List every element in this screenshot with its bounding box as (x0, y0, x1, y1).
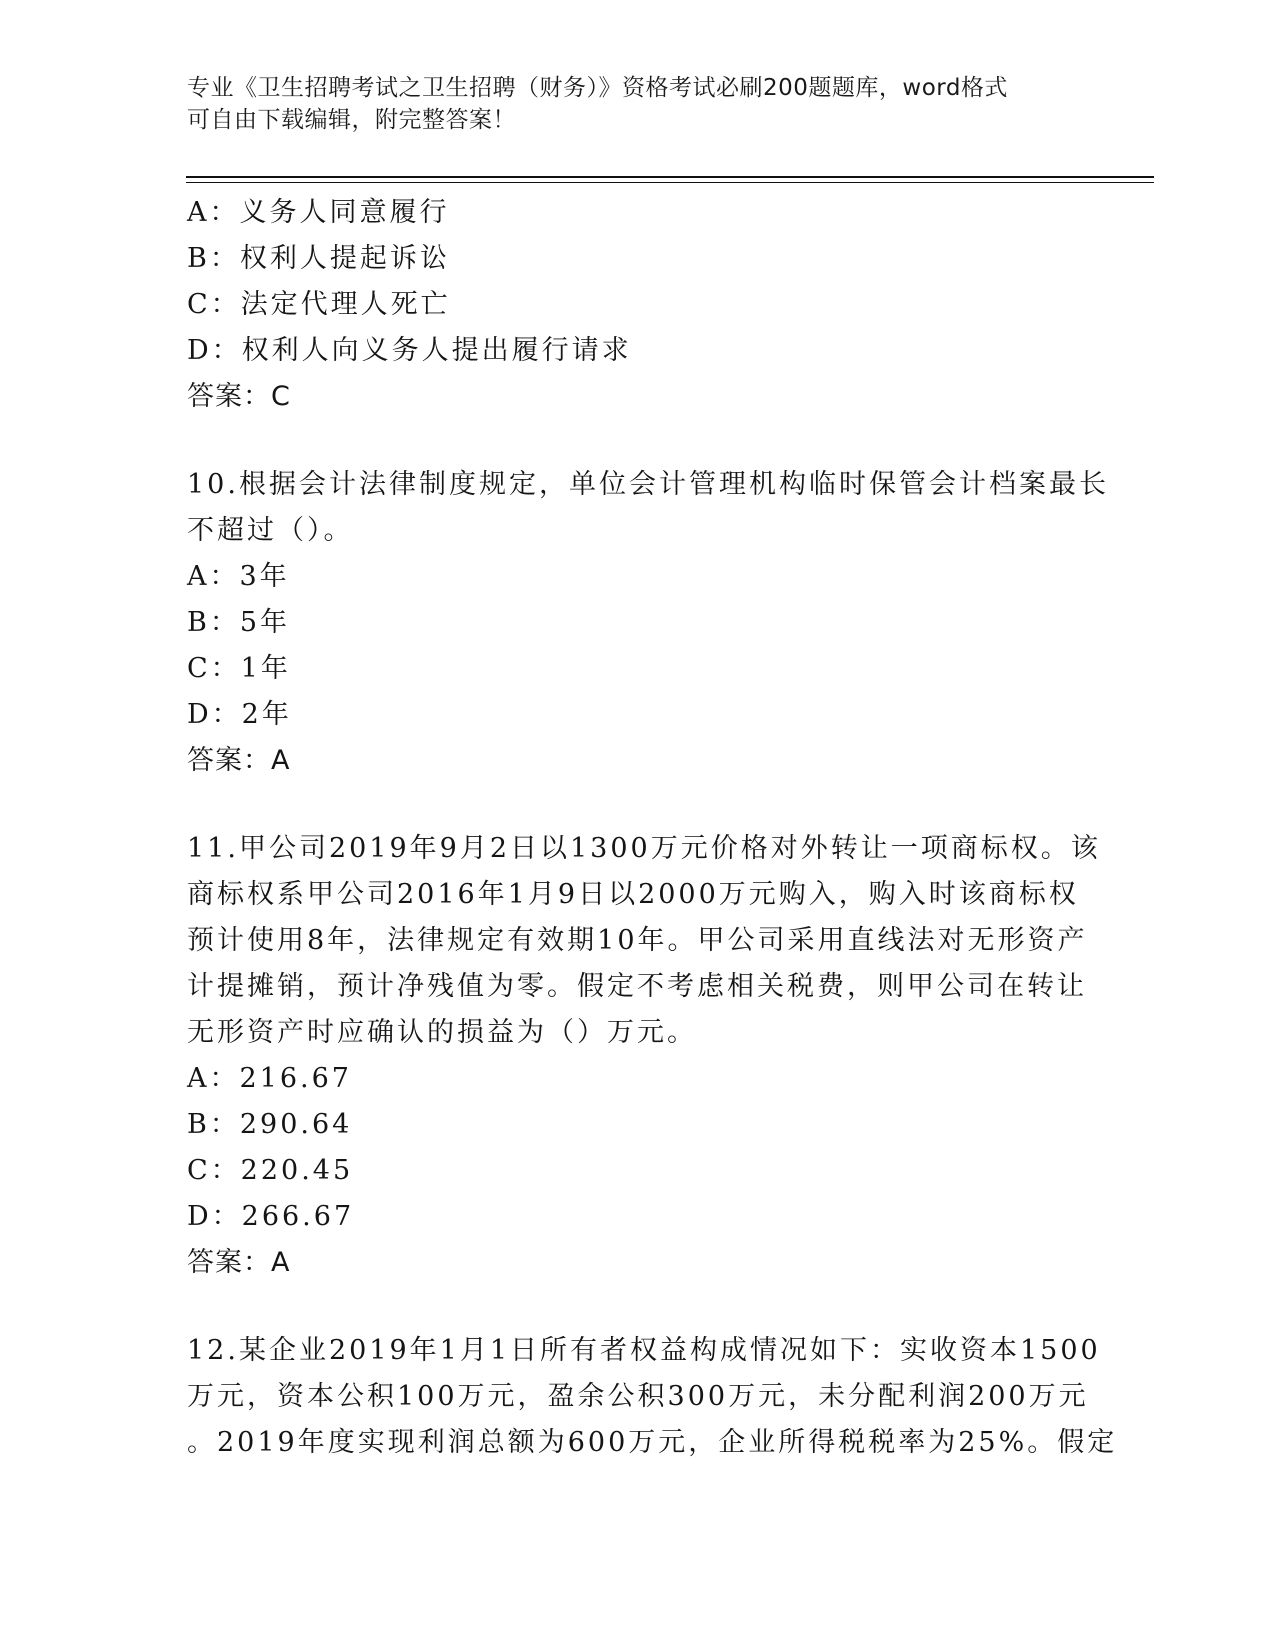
option-d: D：权利人向义务人提出履行请求 (187, 335, 632, 366)
header-divider-thick (186, 176, 1154, 178)
spacer (187, 784, 1087, 826)
header-line-1: 专业《卫生招聘考试之卫生招聘（财务）》资格考试必刷200题题库，word格式 (187, 75, 1008, 101)
spacer (187, 420, 1087, 462)
option-a: A：义务人同意履行 (187, 197, 450, 228)
question-stem-line: 计提摊销，预计净残值为零。假定不考虑相关税费，则甲公司在转让 (187, 971, 1087, 1002)
question-11 (187, 826, 1101, 1286)
option-b: B：290.64 (187, 1109, 353, 1140)
header-divider-thin (186, 182, 1154, 183)
question-stem-line: 商标权系甲公司2016年1月9日以2000万元购入，购入时该商标权 (187, 879, 1079, 910)
option-b: B：权利人提起诉讼 (187, 243, 450, 274)
option-d: D：266.67 (187, 1201, 355, 1232)
header-line-2: 可自由下载编辑，附完整答案！ (187, 107, 516, 133)
question-stem-line: 万元，资本公积100万元，盈余公积300万元，未分配利润200万元 (187, 1381, 1089, 1412)
answer: 答案：A (187, 1247, 291, 1278)
question-content (187, 190, 1118, 1466)
option-c: C：法定代理人死亡 (187, 289, 451, 320)
option-c: C：1年 (187, 653, 291, 684)
option-d: D：2年 (187, 699, 292, 730)
question-12 (187, 1328, 1118, 1466)
question-stem-line: 12.某企业2019年1月1日所有者权益构成情况如下：实收资本1500 (187, 1335, 1101, 1366)
question-stem-line: 10.根据会计法律制度规定，单位会计管理机构临时保管会计档案最长 (187, 469, 1109, 500)
option-c: C：220.45 (187, 1155, 354, 1186)
question-stem-line: 预计使用8年，法律规定有效期10年。甲公司采用直线法对无形资产 (187, 925, 1088, 956)
question-stem-line: 不超过（）。 (187, 515, 354, 546)
option-a: A：216.67 (187, 1063, 352, 1094)
question-10 (187, 462, 1109, 784)
spacer (187, 1286, 1087, 1328)
option-b: B：5年 (187, 607, 291, 638)
document-header (187, 72, 1067, 136)
answer: 答案：A (187, 745, 291, 776)
option-a: A：3年 (187, 561, 290, 592)
question-stem-line: 无形资产时应确认的损益为（）万元。 (187, 1017, 697, 1048)
question-stem-line: 11.甲公司2019年9月2日以1300万元价格对外转让一项商标权。该 (187, 833, 1101, 864)
answer: 答案：C (187, 381, 291, 412)
question-stem-line: 。2019年度实现利润总额为600万元，企业所得税税率为25%。假定 (187, 1427, 1118, 1458)
question-9 (187, 190, 1087, 420)
